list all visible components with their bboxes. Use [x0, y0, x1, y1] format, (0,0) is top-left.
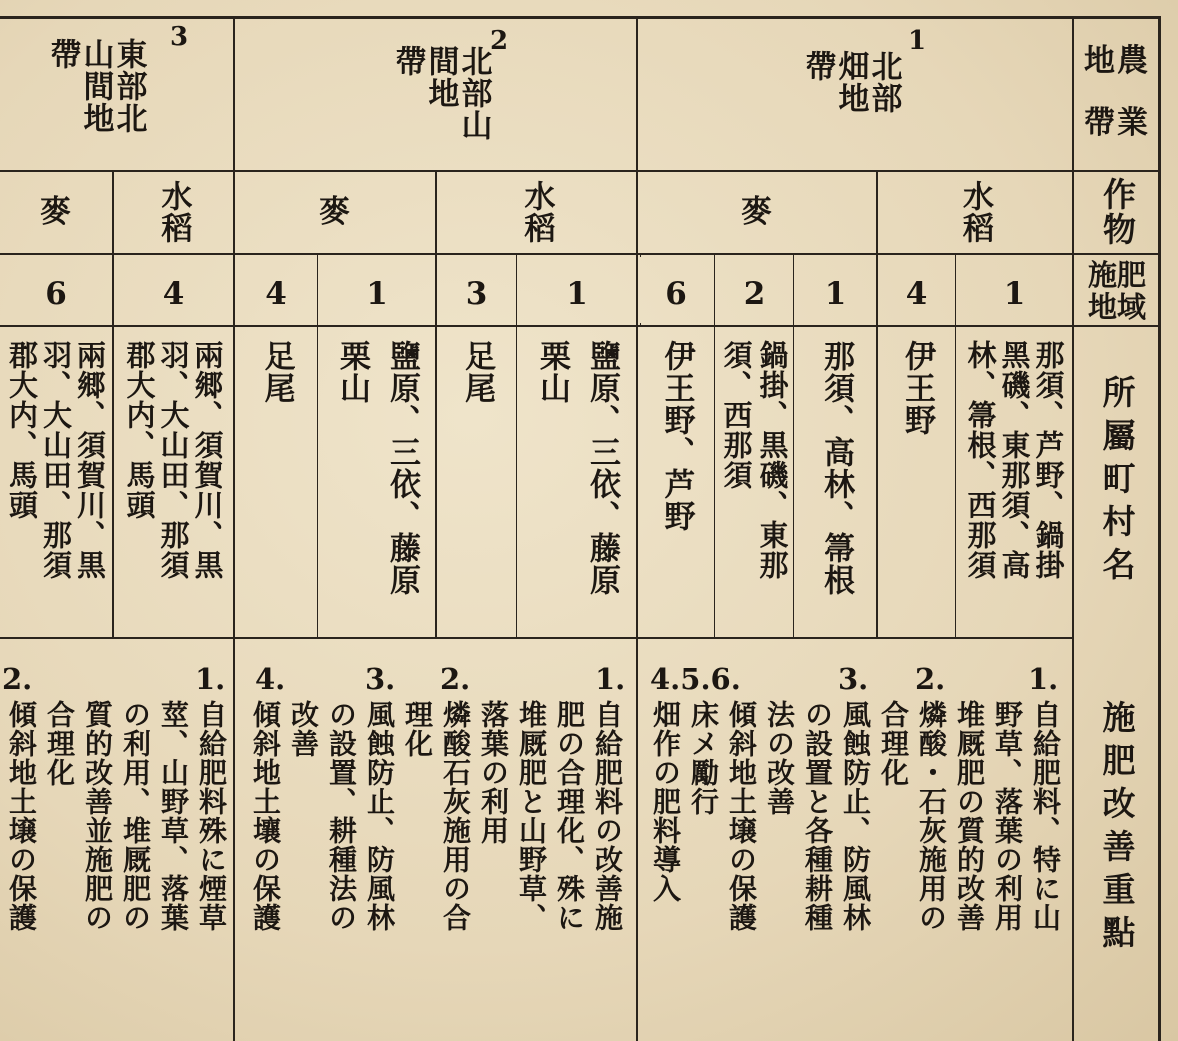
towns-col: 栗山	[334, 340, 370, 404]
focus-num: 4.5.6.	[650, 662, 741, 696]
zone-2-name-col: 帶	[389, 45, 426, 77]
focus-num: 1.	[1028, 662, 1059, 696]
side-towns-label: 所屬町村名	[1097, 375, 1137, 590]
side-zone-label: 地農 帶業	[1084, 43, 1150, 141]
crop-rice-2	[437, 180, 636, 244]
towns-col: 林、箒根、西那須	[963, 340, 998, 580]
focus-col: 合理化	[877, 700, 910, 787]
focus-col: 燐酸石灰施用の合	[439, 700, 472, 932]
towns-col: 那須、高林、箒根	[818, 340, 854, 596]
focus-col: 堆厩肥と山野草、	[515, 700, 548, 932]
focus-num: 1.	[195, 662, 226, 696]
focus-col: 理化	[401, 700, 434, 758]
crop-wheat-1	[638, 196, 876, 229]
area-number: 1	[566, 276, 588, 312]
area-number: 3	[465, 276, 488, 312]
focus-col: 風蝕防止、防風林	[839, 700, 872, 932]
crop-text: 麥	[319, 194, 351, 230]
towns-col: 那須、芦野、鍋掛	[1031, 340, 1066, 580]
crop-text: 水稻	[957, 180, 993, 244]
side-focus-label: 施肥改善重點	[1097, 700, 1137, 958]
zone-3-name-col: 山間地	[77, 38, 114, 134]
focus-col: 傾斜地土壌の保護	[725, 700, 758, 932]
area-div-a	[955, 253, 956, 638]
area-number: 4	[162, 276, 185, 312]
area-number: 1	[366, 276, 388, 312]
towns-cell	[716, 340, 793, 635]
rule-crop-bottom	[0, 253, 1160, 255]
focus-col: の設置と各種耕種	[801, 700, 834, 932]
focus-col: 傾斜地土壌の保護	[5, 700, 38, 932]
towns-col: 兩郷、須賀川、黒	[190, 340, 225, 580]
area-div-e	[317, 253, 318, 638]
zone-3-name	[30, 38, 160, 134]
towns-cell	[878, 340, 955, 635]
zone-3-number: 3	[170, 22, 189, 52]
towns-col: 伊王野、芦野	[658, 340, 695, 532]
focus-num: 2.	[440, 662, 471, 696]
focus-zone-3	[0, 700, 230, 1030]
zone-2-name	[380, 45, 500, 141]
crop-text: 水稻	[155, 180, 192, 244]
focus-num: 4.	[255, 662, 286, 696]
towns-col: 足尾	[258, 340, 295, 404]
towns-cell	[795, 340, 876, 635]
focus-col: 改善	[287, 700, 320, 758]
focus-col: 法の改善	[763, 700, 796, 816]
focus-col: 質的改善並施肥の	[81, 700, 114, 932]
focus-col: 野草、落葉の利用	[991, 700, 1024, 932]
towns-col: 鹽原、三依、藤原	[384, 340, 420, 596]
area-div-c	[714, 253, 715, 638]
zone-1-name	[780, 50, 920, 114]
towns-col: 栗山	[534, 340, 570, 404]
rule-area-bottom	[0, 325, 1160, 327]
towns-col: 足尾	[459, 340, 495, 404]
area-number: 1	[824, 276, 847, 312]
towns-col: 兩郷、須賀川、黒	[73, 340, 107, 580]
towns-col: 鹽原、三依、藤原	[584, 340, 620, 596]
area-number: 2	[743, 276, 766, 312]
focus-col: 床メ勵行	[687, 700, 720, 816]
zone-2-name-col: 北部山	[455, 45, 492, 141]
towns-cell	[235, 340, 317, 635]
towns-cell	[114, 340, 233, 635]
focus-col: 燐酸・石灰施用の	[915, 700, 948, 932]
towns-col: 須、西那須	[719, 340, 754, 490]
focus-col: の利用、堆厩肥の	[119, 700, 152, 932]
area-number: 4	[265, 276, 287, 312]
crop-rice-1	[878, 180, 1072, 244]
area-number: 1	[1003, 276, 1026, 312]
crop-wheat-2	[235, 196, 435, 229]
towns-cell	[638, 340, 714, 635]
area-number: 4	[905, 276, 928, 312]
focus-zone-1	[645, 700, 1065, 1030]
towns-cell	[0, 340, 112, 635]
focus-col: 落葉の利用	[477, 700, 510, 845]
rule-town-bottom	[0, 637, 1072, 639]
towns-col: 羽、大山田、那須	[39, 340, 73, 580]
focus-col: 畑作の肥料導入	[649, 700, 682, 903]
zone-1-name-col: 畑地	[832, 50, 869, 114]
towns-col: 鍋掛、黒磯、東那	[755, 340, 790, 580]
side-area-text: 施肥地域	[1087, 258, 1146, 324]
focus-col: 傾斜地土壤の保護	[249, 700, 282, 932]
focus-num: 2.	[2, 662, 33, 696]
area-div-d	[516, 253, 517, 638]
crop-text: 麥	[40, 194, 72, 230]
zone-1-name-col: 帶	[799, 50, 836, 82]
focus-col: 堆厩肥の質的改善	[953, 700, 986, 932]
crop-text: 麥	[741, 194, 773, 230]
focus-col: 合理化	[43, 700, 76, 787]
area-number: 6	[45, 276, 67, 312]
side-area-label	[1075, 255, 1159, 327]
zone-3-name-col: 帶	[44, 38, 81, 70]
rule-hair2	[640, 323, 641, 325]
side-crop-label: 作物	[1098, 177, 1137, 247]
towns-cell	[437, 340, 516, 635]
focus-zone-2	[240, 700, 632, 1030]
zone-1-number: 1	[908, 26, 927, 56]
focus-col: 肥の合理化、殊に	[553, 700, 586, 932]
towns-cell	[957, 340, 1072, 635]
focus-num: 1.	[595, 662, 626, 696]
area-number: 6	[665, 276, 687, 312]
focus-num: 2.	[915, 662, 946, 696]
crop-rice-3	[114, 180, 233, 244]
rule-zone-bottom	[0, 170, 1160, 172]
zone-2-number: 2	[490, 26, 509, 56]
focus-col: の設置、耕種法の	[325, 700, 358, 932]
zone-1-name-col: 北部	[865, 50, 902, 114]
rule-hair	[640, 255, 641, 257]
focus-col: 自給肥料、特に山	[1029, 700, 1062, 932]
towns-cell	[319, 340, 435, 635]
crop-text: 水稻	[518, 180, 555, 244]
zone-3-name-col: 東部北	[110, 38, 147, 134]
focus-col: 自給肥料殊に煙草	[195, 700, 228, 932]
zone-2-name-col: 間地	[422, 45, 459, 109]
focus-num: 3.	[838, 662, 869, 696]
towns-col: 郡大内、馬頭	[5, 340, 39, 520]
area-div-b	[793, 253, 794, 638]
focus-col: 莖、山野草、落葉	[157, 700, 190, 932]
focus-col: 風蝕防止、防風林	[363, 700, 396, 932]
towns-col: 黑磯、東那須、高	[997, 340, 1032, 580]
towns-col: 羽、大山田、那須	[156, 340, 191, 580]
towns-col: 郡大内、馬頭	[122, 340, 157, 520]
crop-wheat-3	[0, 196, 112, 229]
focus-col: 自給肥料の改善施	[591, 700, 624, 932]
towns-col: 伊王野	[899, 340, 935, 436]
side-divider	[1072, 16, 1074, 1041]
top-border	[0, 16, 1160, 19]
focus-num: 3.	[365, 662, 396, 696]
towns-cell	[518, 340, 636, 635]
